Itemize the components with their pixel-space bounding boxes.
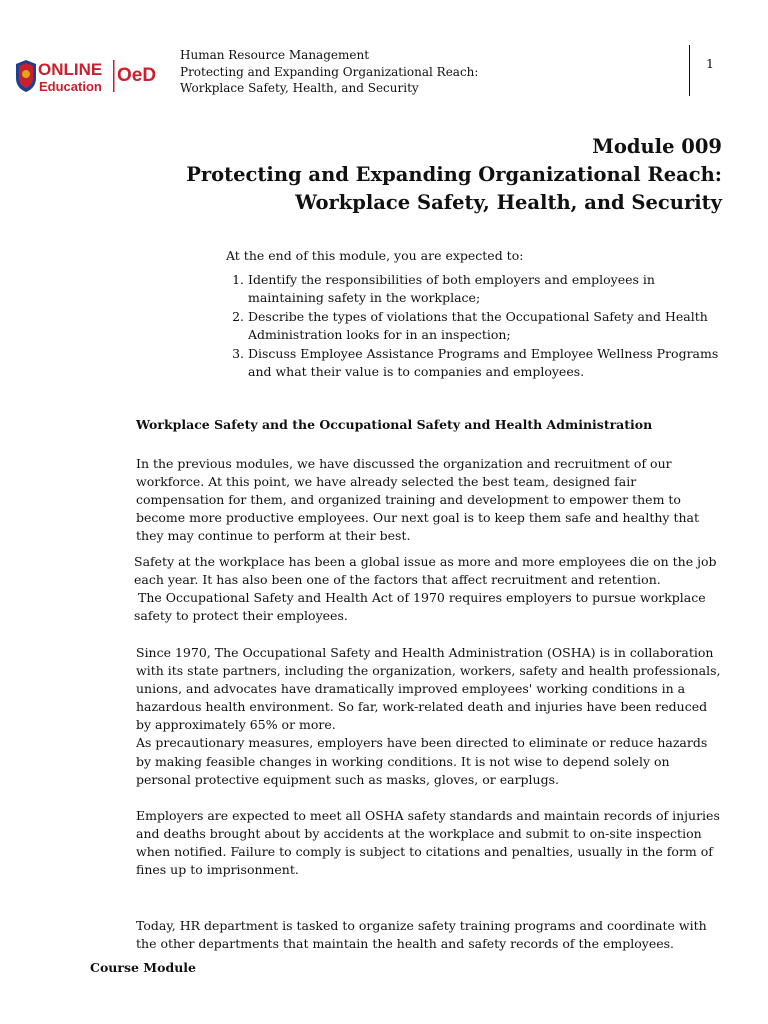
objective-item: 3. Discuss Employee Assistance Programs and Employee Wellness Programs and what their value is to companies and employees. (248, 345, 726, 381)
paragraph-hr-training: Today, HR department is tasked to organize safety training programs and coordinate with the other departments that maintain the health and safety records of the employees. (136, 918, 707, 952)
objective-item: 1. Identify the responsibilities of both employers and employees in maintaining safety in the workplace; (248, 271, 726, 307)
paragraph-osha (136, 644, 726, 789)
section-heading: Workplace Safety and the Occupational Safety and Health Administration (136, 417, 653, 432)
header-divider (689, 45, 690, 96)
objective-item: 2. Describe the types of violations that the Occupational Safety and Health Administration looks for in an inspection; (248, 308, 726, 344)
header-module-title-line1: Protecting and Expanding Organizational Reach: (180, 64, 479, 79)
module-number: Module 009 (592, 135, 722, 158)
paragraph-osha-text: Since 1970, The Occupational Safety and Health Administration (OSHA) is in collaboration with its state partners, including the organization, workers, safety and health professionals, unions, and advocates have dramatically improved employees' working conditions in a hazardous health environment. So far, work-related death and injuries have been reduced by approximately 65% or more. (136, 645, 721, 733)
logo-divider (113, 60, 115, 92)
page-number: 1 (706, 56, 714, 71)
logo-education-text: Education (39, 79, 102, 94)
paragraph-previous-modules: In the previous modules, we have discussed the organization and recruitment of our workforce. At this point, we have already selected the best team, designed fair compensation for them, and organized training and development to empower them to become more productive employees. Our next goal is to keep them safe and healthy that they may continue to perform at their best. (136, 456, 700, 544)
module-title-line2: Workplace Safety, Health, and Security (295, 191, 722, 214)
objectives-list (226, 271, 726, 381)
learning-objectives (226, 247, 726, 382)
paragraph-precaution-text: As precautionary measures, employers have been directed to eliminate or reduce hazards by making feasible changes in working conditions. It is not wise to depend solely on personal protective equipment such as masks, gloves, or earplugs. (136, 735, 708, 787)
header-module-title-line2: Workplace Safety, Health, and Security (180, 81, 419, 95)
paragraph-global-safety-text: Safety at the workplace has been a global issue as more and more employees die on the job each year. It has also been one of the factors that affect recruitment and retention. (134, 554, 717, 588)
online-education-logo (12, 50, 164, 98)
logo-oed-text: OeD (117, 65, 157, 86)
objectives-intro: At the end of this module, you are expected to: (226, 248, 524, 263)
logo-online-text: ONLINE (38, 60, 103, 79)
shield-emblem-icon (16, 60, 36, 92)
footer-course-module: Course Module (90, 960, 197, 975)
running-header (180, 47, 478, 97)
paragraph-employer-standards: Employers are expected to meet all OSHA safety standards and maintain records of injuries and deaths brought about by accidents at the workplace and submit to on-site inspection when notified. Failure to comply is subject to citations and penalties, usually in the form of fines up to imprisonment. (136, 808, 720, 878)
module-title-line1: Protecting and Expanding Organizational Reach: (186, 163, 722, 186)
paragraph-global-safety (134, 553, 724, 625)
module-title (186, 133, 722, 217)
paragraph-osh-act-text: The Occupational Safety and Health Act of 1970 requires employers to pursue workplace safety to protect their employees. (134, 590, 710, 624)
header-course-title: Human Resource Management (180, 48, 370, 62)
